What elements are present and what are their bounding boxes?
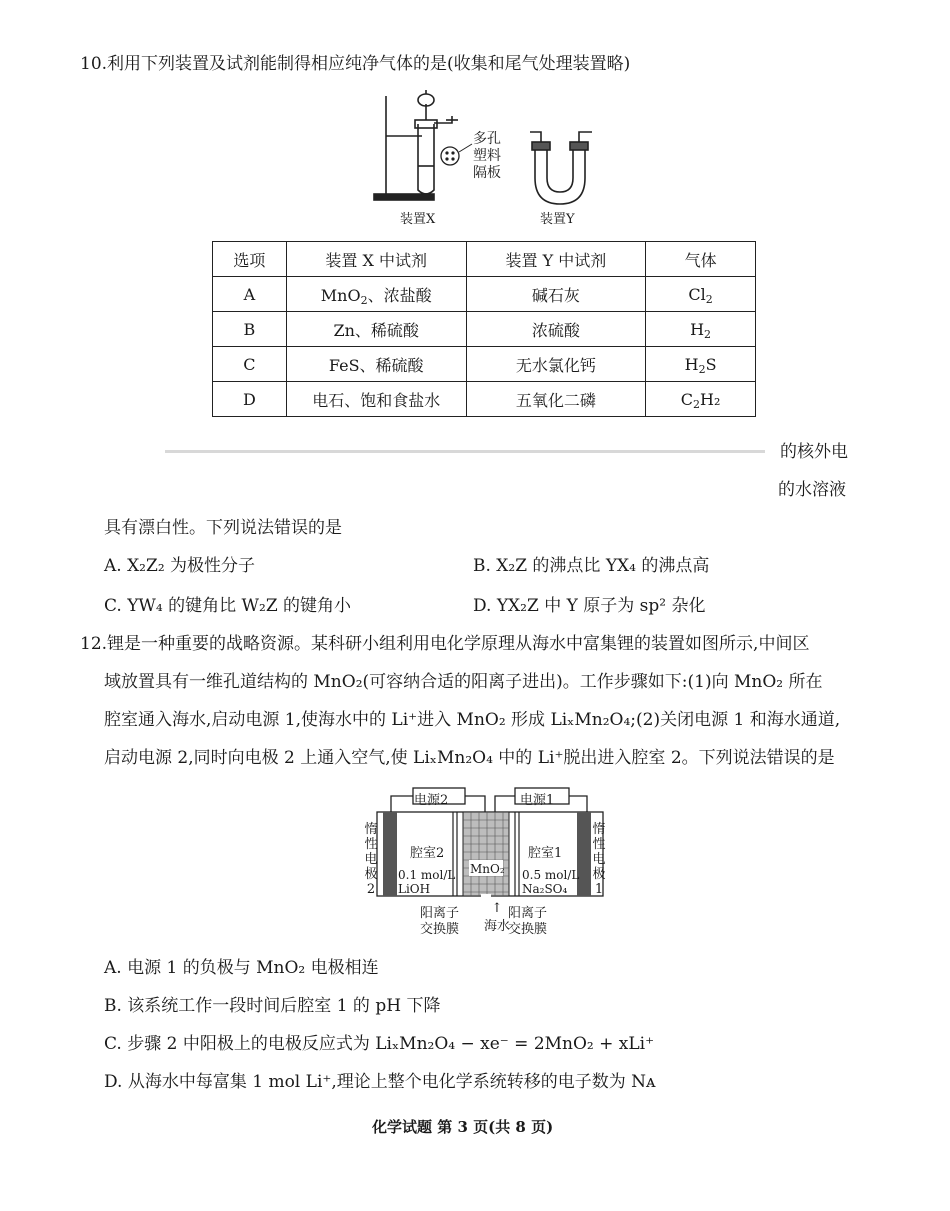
membrane-left-label: 阳离子 交换膜 — [420, 906, 460, 937]
reagent-x-cell: FeS、稀硫酸 — [286, 347, 466, 382]
question-11-option-d: D. YX₂Z 中 Y 原子为 sp² 杂化 — [473, 596, 706, 616]
reagent-y-cell: 无水氯化钙 — [466, 347, 646, 382]
table-row — [213, 277, 756, 312]
gas-cell: $H_2S$ — [646, 347, 756, 382]
table-row — [213, 347, 756, 382]
question-11-fragment-2: 的水溶液 — [778, 480, 846, 500]
table-header: 气体 — [646, 242, 756, 277]
device-y-label: 装置Y — [540, 212, 575, 227]
table-row — [213, 312, 756, 347]
question-12-stem-line-4: 启动电源 2,同时向电极 2 上通入空气,使 LiₓMn₂O₄ 中的 Li⁺脱出进入腔室 2。下列说法错误的是 — [104, 748, 835, 768]
device-x-drawing — [374, 90, 458, 200]
reagent-y-cell: 碱石灰 — [466, 277, 646, 312]
electrode-2-label: 惰 性 电 极 2 — [364, 822, 378, 897]
question-11-option-c: C. YW₄ 的键角比 W₂Z 的键角小 — [104, 596, 352, 616]
table-header: 装置 X 中试剂 — [286, 242, 466, 277]
option-cell: D — [213, 382, 287, 417]
page-footer: 化学试题 第 3 页(共 8 页) — [372, 1118, 554, 1136]
electrode-2 — [383, 812, 397, 896]
question-11-fragment-1: 的核外电 — [780, 442, 848, 462]
option-cell: B — [213, 312, 287, 347]
mno2-electrode — [463, 812, 509, 896]
question-12-option-a: A. 电源 1 的负极与 MnO₂ 电极相连 — [104, 958, 379, 978]
table-header: 选项 — [213, 242, 287, 277]
reagent-x-cell: MnO$_2$、浓盐酸 — [286, 277, 466, 312]
reagent-y-cell: 五氧化二磷 — [466, 382, 646, 417]
chamber-1-solution: 0.5 mol/L Na₂SO₄ — [522, 868, 580, 896]
table-header: 装置 Y 中试剂 — [466, 242, 646, 277]
option-cell: C — [213, 347, 287, 382]
table-row — [213, 382, 756, 417]
porous-plate-label: 多孔 塑料 隔板 — [473, 131, 501, 181]
gas-cell: $Cl_2$ — [646, 277, 756, 312]
power-source-1-label: 电源1 — [520, 793, 555, 808]
faded-scan-line — [165, 450, 765, 453]
question-12-stem-line-3: 腔室通入海水,启动电源 1,使海水中的 Li⁺进入 MnO₂ 形成 LiₓMn₂O₄;(2)关闭电源 1 和海水通道, — [104, 710, 841, 730]
reagent-x-cell: Zn、稀硫酸 — [286, 312, 466, 347]
chamber-2-label: 腔室2 — [410, 846, 445, 861]
question-11-option-a: A. X₂Z₂ 为极性分子 — [104, 556, 256, 576]
power-source-2-label: 电源2 — [414, 793, 449, 808]
mno2-label: MnO₂ — [470, 862, 505, 876]
device-x-label: 装置X — [400, 212, 436, 227]
chamber-1-label: 腔室1 — [528, 846, 563, 861]
reagent-y-cell: 浓硫酸 — [466, 312, 646, 347]
arrow-up-icon: ↑ — [491, 901, 503, 916]
question-11-option-b: B. X₂Z 的沸点比 YX₄ 的沸点高 — [473, 556, 710, 576]
table-header-row — [213, 242, 756, 277]
membrane-right-label: 阳离子 交换膜 — [508, 906, 548, 937]
question-12-option-b: B. 该系统工作一段时间后腔室 1 的 pH 下降 — [104, 996, 441, 1016]
electrode-1-label: 惰 性 电 极 1 — [592, 822, 606, 897]
reagent-x-cell: 电石、饱和食盐水 — [286, 382, 466, 417]
question-12-option-d: D. 从海水中每富集 1 mol Li⁺,理论上整个电化学系统转移的电子数为 Nᴀ — [104, 1072, 656, 1092]
question-12-option-c: C. 步骤 2 中阳极上的电极反应式为 LiₓMn₂O₄ − xe⁻ = 2MnO₂ + xLi⁺ — [104, 1034, 655, 1054]
device-y-drawing — [530, 132, 592, 204]
question-11-stem-end: 具有漂白性。下列说法错误的是 — [104, 518, 342, 538]
seawater-inlet-label: ↑ 海水 — [484, 901, 511, 934]
chamber-2-solution: 0.1 mol/L LiOH — [398, 868, 456, 896]
gas-cell: $H_2$ — [646, 312, 756, 347]
reagent-table — [212, 241, 756, 417]
question-10-stem: 10.利用下列装置及试剂能制得相应纯净气体的是(收集和尾气处理装置略) — [80, 54, 631, 74]
question-12-stem-line-2: 域放置具有一维孔道结构的 MnO₂(可容纳合适的阳离子进出)。工作步骤如下:(1)向 MnO₂ 所在 — [104, 672, 823, 692]
question-12-stem-line-1: 12.锂是一种重要的战略资源。某科研小组利用电化学原理从海水中富集锂的装置如图所示,中间区 — [80, 634, 810, 654]
electrolysis-diagram — [355, 786, 625, 898]
option-cell: A — [213, 277, 287, 312]
gas-cell: $C_2H_2$ — [646, 382, 756, 417]
